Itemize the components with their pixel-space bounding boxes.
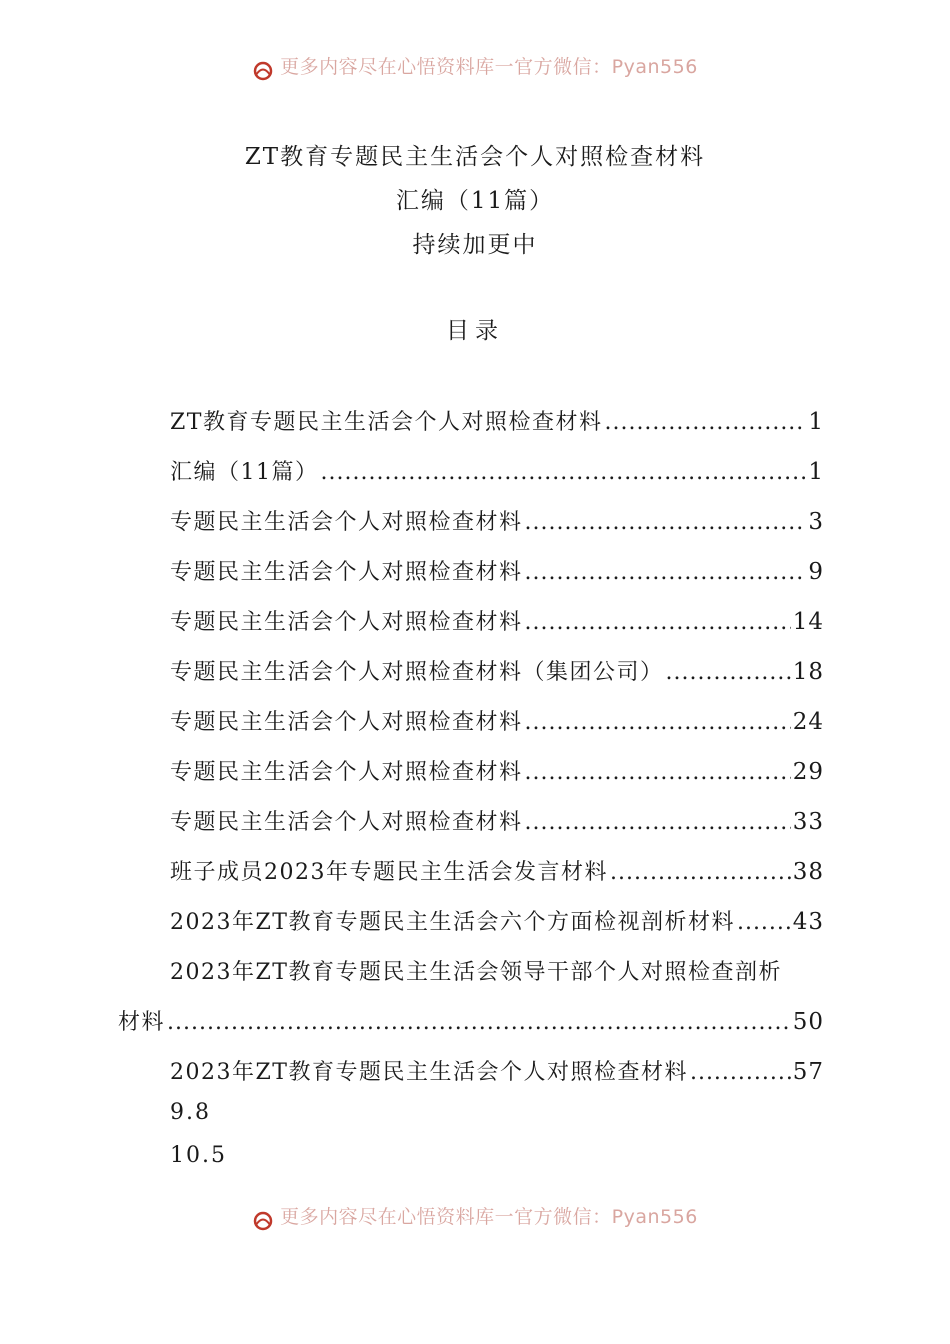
toc-leader-dots — [737, 910, 791, 935]
toc-entry-page: 29 — [792, 759, 824, 785]
toc-heading: 目录 — [446, 318, 504, 344]
toc-entry-page: 18 — [792, 659, 824, 685]
toc-entry[interactable] — [170, 905, 824, 955]
toc-entry-label: 2023年ZT教育专题民主生活会六个方面检视剖析材料 — [170, 910, 735, 935]
toc-entry-label: 专题民主生活会个人对照检查材料 — [170, 560, 523, 585]
toc-entry-label: 专题民主生活会个人对照检查材料 — [170, 510, 523, 535]
toc-entry[interactable] — [170, 555, 824, 605]
toc-entry-page: 3 — [808, 509, 824, 535]
toc-entry[interactable] — [170, 805, 824, 855]
toc-entry-label: 专题民主生活会个人对照检查材料 — [170, 710, 523, 735]
watermark-text: 更多内容尽在心悟资料库一官方微信：Pyan556 — [280, 56, 698, 78]
toc-leader-dots — [525, 760, 791, 785]
toc-leader-dots — [604, 410, 806, 435]
toc-entry[interactable] — [170, 655, 824, 705]
toc-leader-dots — [167, 1010, 791, 1035]
toc-entry-label: 2023年ZT教育专题民主生活会个人对照检查材料 — [170, 1060, 688, 1085]
watermark-text: 更多内容尽在心悟资料库一官方微信：Pyan556 — [280, 1206, 698, 1228]
toc-entry-label: 汇编（11篇） — [170, 460, 319, 485]
toc-entry-label: 专题民主生活会个人对照检查材料 — [170, 610, 523, 635]
toc-entry-page: 14 — [792, 609, 824, 635]
toc-entry-label: 2023年ZT教育专题民主生活会领导干部个人对照检查剖析 — [170, 960, 782, 985]
red-circle-logo-icon — [252, 1210, 274, 1232]
toc-entry[interactable] — [170, 405, 824, 455]
toc-entry-wrapped-line2[interactable] — [118, 1005, 824, 1055]
document-title-line2: 汇编（11篇） — [395, 188, 555, 214]
toc-entry[interactable] — [170, 855, 824, 905]
toc-entry[interactable] — [170, 605, 824, 655]
toc-entry[interactable] — [170, 455, 824, 505]
toc-entry-label: 专题民主生活会个人对照检查材料（集团公司） — [170, 660, 664, 685]
extra-line: 10.5 — [170, 1143, 227, 1168]
toc-entry[interactable] — [170, 705, 824, 755]
toc-entry-label: 专题民主生活会个人对照检查材料 — [170, 760, 523, 785]
toc-entry-label: 专题民主生活会个人对照检查材料 — [170, 810, 523, 835]
toc-entry-page: 9 — [808, 559, 824, 585]
toc-entry[interactable] — [170, 1055, 824, 1105]
header-watermark — [0, 56, 950, 86]
toc-leader-dots — [525, 710, 791, 735]
toc-leader-dots — [525, 610, 791, 635]
red-circle-logo-icon — [252, 60, 274, 82]
toc-entry-page: 50 — [792, 1009, 824, 1035]
toc-entry-label: 班子成员2023年专题民主生活会发言材料 — [170, 860, 608, 885]
toc-entry-page: 24 — [792, 709, 824, 735]
toc-entry-label: ZT教育专题民主生活会个人对照检查材料 — [170, 410, 603, 435]
toc-entry-page: 33 — [792, 809, 824, 835]
toc-entry[interactable] — [170, 755, 824, 805]
toc-entry-wrapped-line1[interactable] — [170, 955, 824, 1005]
toc-leader-dots — [525, 510, 807, 535]
toc-leader-dots — [610, 860, 791, 885]
extra-line: 9.8 — [170, 1100, 211, 1125]
toc-entry-page: 1 — [808, 459, 824, 485]
toc-entry-page: 43 — [792, 909, 824, 935]
toc-entry[interactable] — [170, 505, 824, 555]
toc-entry-page: 38 — [792, 859, 824, 885]
toc-leader-dots — [321, 460, 807, 485]
document-subtitle: 持续加更中 — [412, 232, 538, 258]
toc-entry-page: 1 — [808, 409, 824, 435]
toc-entry-label: 材料 — [118, 1010, 166, 1035]
table-of-contents — [118, 405, 824, 1105]
footer-watermark — [0, 1206, 950, 1236]
toc-entry-page: 57 — [792, 1059, 824, 1085]
toc-leader-dots — [525, 810, 791, 835]
document-title-line1: ZT教育专题民主生活会个人对照检查材料 — [244, 144, 706, 170]
toc-leader-dots — [666, 660, 791, 685]
toc-leader-dots — [525, 560, 807, 585]
toc-leader-dots — [690, 1060, 791, 1085]
